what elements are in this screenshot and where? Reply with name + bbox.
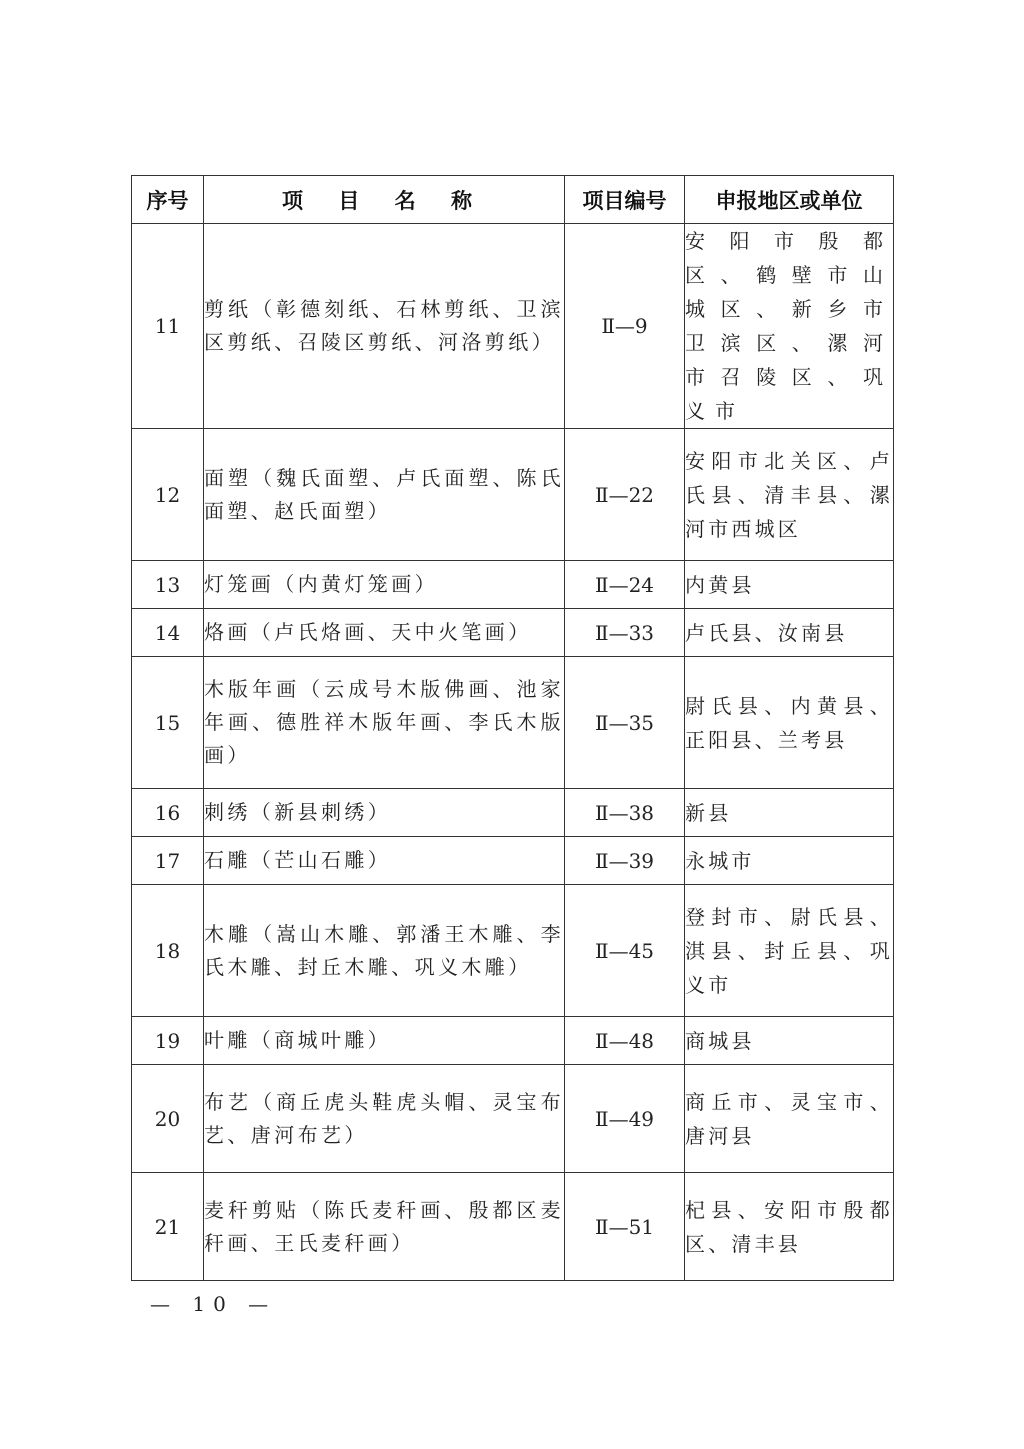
row-region: 登封市、尉氏县、淇县、封丘县、巩义市 — [685, 885, 894, 1017]
row-seq: 11 — [132, 224, 204, 429]
row-name: 剪纸（彰德刻纸、石林剪纸、卫滨区剪纸、召陵区剪纸、河洛剪纸） — [204, 224, 565, 429]
row-seq: 14 — [132, 609, 204, 657]
table-row — [132, 1017, 894, 1065]
row-code: Ⅱ—48 — [565, 1017, 685, 1065]
row-code: Ⅱ—45 — [565, 885, 685, 1017]
row-name: 麦秆剪贴（陈氏麦秆画、殷都区麦秆画、王氏麦秆画） — [204, 1173, 565, 1281]
row-seq: 12 — [132, 429, 204, 561]
row-region: 安阳市北关区、卢氏县、清丰县、漯河市西城区 — [685, 429, 894, 561]
row-name: 布艺（商丘虎头鞋虎头帽、灵宝布艺、唐河布艺） — [204, 1065, 565, 1173]
row-seq: 17 — [132, 837, 204, 885]
header-name: 项 目 名 称 — [204, 176, 565, 224]
row-name: 叶雕（商城叶雕） — [204, 1017, 565, 1065]
row-code: Ⅱ—22 — [565, 429, 685, 561]
table-row — [132, 657, 894, 789]
row-region: 安阳市殷都区、鹤壁市山城区、新乡市卫滨区、漯河市召陵区、巩义市 — [685, 224, 894, 429]
header-code: 项目编号 — [565, 176, 685, 224]
row-code: Ⅱ—51 — [565, 1173, 685, 1281]
row-name: 石雕（芒山石雕） — [204, 837, 565, 885]
row-seq: 21 — [132, 1173, 204, 1281]
row-seq: 18 — [132, 885, 204, 1017]
row-seq: 16 — [132, 789, 204, 837]
row-name: 木版年画（云成号木版佛画、池家年画、德胜祥木版年画、李氏木版画） — [204, 657, 565, 789]
row-code: Ⅱ—35 — [565, 657, 685, 789]
row-code: Ⅱ—39 — [565, 837, 685, 885]
row-seq: 19 — [132, 1017, 204, 1065]
row-region: 杞县、安阳市殷都区、清丰县 — [685, 1173, 894, 1281]
table-row — [132, 837, 894, 885]
row-name: 灯笼画（内黄灯笼画） — [204, 561, 565, 609]
row-region: 商丘市、灵宝市、唐河县 — [685, 1065, 894, 1173]
row-name: 刺绣（新县刺绣） — [204, 789, 565, 837]
header-region: 申报地区或单位 — [685, 176, 894, 224]
row-code: Ⅱ—49 — [565, 1065, 685, 1173]
row-region: 新县 — [685, 789, 894, 837]
heritage-table — [131, 175, 894, 1281]
row-region: 卢氏县、汝南县 — [685, 609, 894, 657]
table-row — [132, 429, 894, 561]
row-code: Ⅱ—33 — [565, 609, 685, 657]
row-seq: 15 — [132, 657, 204, 789]
row-region: 商城县 — [685, 1017, 894, 1065]
row-name: 烙画（卢氏烙画、天中火笔画） — [204, 609, 565, 657]
row-name: 木雕（嵩山木雕、郭潘王木雕、李氏木雕、封丘木雕、巩义木雕） — [204, 885, 565, 1017]
page-number: — 10 — — [150, 1292, 277, 1316]
row-code: Ⅱ—9 — [565, 224, 685, 429]
row-region: 尉氏县、内黄县、正阳县、兰考县 — [685, 657, 894, 789]
row-seq: 20 — [132, 1065, 204, 1173]
row-name: 面塑（魏氏面塑、卢氏面塑、陈氏面塑、赵氏面塑） — [204, 429, 565, 561]
row-seq: 13 — [132, 561, 204, 609]
header-seq: 序号 — [132, 176, 204, 224]
table-row — [132, 1065, 894, 1173]
row-code: Ⅱ—38 — [565, 789, 685, 837]
table-row — [132, 789, 894, 837]
header-row — [132, 176, 894, 224]
table-row — [132, 224, 894, 429]
table-row — [132, 561, 894, 609]
table-row — [132, 1173, 894, 1281]
row-code: Ⅱ—24 — [565, 561, 685, 609]
table-row — [132, 885, 894, 1017]
table-row — [132, 609, 894, 657]
row-region: 内黄县 — [685, 561, 894, 609]
row-region: 永城市 — [685, 837, 894, 885]
